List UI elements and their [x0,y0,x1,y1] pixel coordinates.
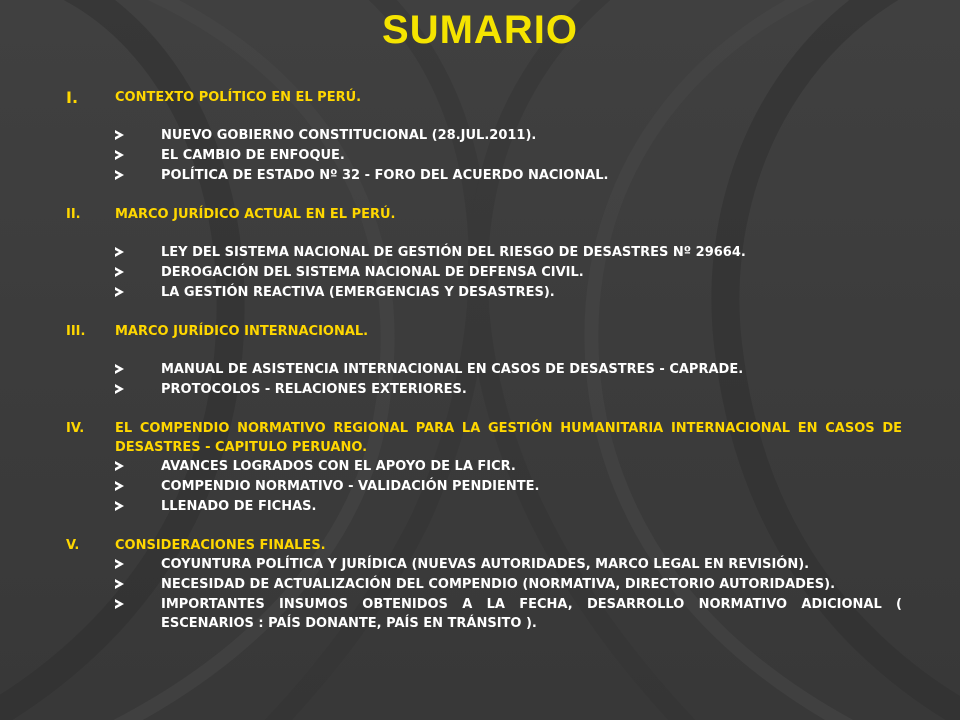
bullet-marker [66,283,161,303]
bullet-list [66,360,902,400]
summary-section [66,536,902,633]
bullet-marker [66,457,161,477]
section-heading-row [66,88,902,107]
list-item-text: COMPENDIO NORMATIVO - VALIDACIÓN PENDIENTE. [161,479,540,494]
section-heading: CONTEXTO POLÍTICO EN EL PERÚ. [115,90,362,105]
list-item-text: LEY DEL SISTEMA NACIONAL DE GESTIÓN DEL RIESGO DE DESASTRES Nº 29664. [161,245,746,260]
list-item-text: LA GESTIÓN REACTIVA (EMERGENCIAS Y DESASTRES). [161,285,555,300]
arrowhead-bullet-icon [115,579,124,589]
list-item [66,497,902,517]
list-item-text: PROTOCOLOS - RELACIONES EXTERIORES. [161,382,467,397]
arrowhead-bullet-icon [115,130,124,140]
bullet-marker [66,263,161,283]
summary-section [66,419,902,536]
bullet-marker [66,477,161,497]
list-item [66,575,902,595]
list-item [66,457,902,477]
list-item-text: MANUAL DE ASISTENCIA INTERNACIONAL EN CASOS DE DESASTRES - CAPRADE. [161,362,744,377]
summary-section [66,88,902,205]
list-item-text: POLÍTICA DE ESTADO Nº 32 - FORO DEL ACUERDO NACIONAL. [161,168,609,183]
section-number: I. [66,88,79,107]
bullet-marker [66,166,161,186]
list-item [66,146,902,166]
list-item-text: COYUNTURA POLÍTICA Y JURÍDICA (NUEVAS AUTORIDADES, MARCO LEGAL EN REVISIÓN). [161,557,810,572]
section-heading: CONSIDERACIONES FINALES. [115,538,326,553]
arrowhead-bullet-icon [115,150,124,160]
list-item-text: EL CAMBIO DE ENFOQUE. [161,148,345,163]
bullet-marker [66,380,161,400]
section-number: II. [66,207,81,222]
list-item [66,477,902,497]
bullet-marker [66,360,161,380]
arrowhead-bullet-icon [115,364,124,374]
bullet-list [66,243,902,303]
list-item [66,380,902,400]
list-item-text: LLENADO DE FICHAS. [161,499,317,514]
arrowhead-bullet-icon [115,267,124,277]
arrowhead-bullet-icon [115,247,124,257]
bullet-list [66,457,902,517]
list-item [66,595,902,633]
summary-section [66,205,902,322]
section-heading-row [66,419,902,457]
list-item [66,166,902,186]
arrowhead-bullet-icon [115,384,124,394]
section-number: III. [66,324,86,339]
bullet-list [66,126,902,186]
list-item-text: NECESIDAD DE ACTUALIZACIÓN DEL COMPENDIO (NORMATIVA, DIRECTORIO AUTORIDADES). [161,577,836,592]
list-item [66,555,902,575]
bullet-marker [66,126,161,146]
bullet-list [66,555,902,633]
bullet-marker [66,555,161,575]
bullet-marker [66,575,161,595]
slide-title: SUMARIO [382,8,578,52]
list-item-text: DEROGACIÓN DEL SISTEMA NACIONAL DE DEFENSA CIVIL. [161,265,584,280]
arrowhead-bullet-icon [115,461,124,471]
list-item [66,263,902,283]
bullet-marker [66,595,161,633]
section-number: V. [66,538,80,553]
arrowhead-bullet-icon [115,170,124,180]
section-heading-row [66,536,902,555]
list-item [66,360,902,380]
list-item [66,243,902,263]
arrowhead-bullet-icon [115,599,124,609]
summary-section [66,322,902,419]
section-heading-row [66,205,902,224]
list-item-text: AVANCES LOGRADOS CON EL APOYO DE LA FICR. [161,459,516,474]
section-heading: MARCO JURÍDICO INTERNACIONAL. [115,324,369,339]
list-item-text: NUEVO GOBIERNO CONSTITUCIONAL (28.JUL.2011). [161,128,537,143]
section-heading: EL COMPENDIO NORMATIVO REGIONAL PARA LA GESTIÓN HUMANITARIA INTERNACIONAL EN CASOS DE DESASTRES - CAPITULO PERUANO. [115,421,902,455]
bullet-marker [66,146,161,166]
section-heading-row [66,322,902,341]
arrowhead-bullet-icon [115,501,124,511]
list-item [66,126,902,146]
arrowhead-bullet-icon [115,481,124,491]
section-number: IV. [66,421,85,436]
summary-content [66,88,902,633]
list-item-text: IMPORTANTES INSUMOS OBTENIDOS A LA FECHA, DESARROLLO NORMATIVO ADICIONAL ( ESCENARIOS : PAÍS DONANTE, PAÍS EN TRÁNSITO ). [161,597,902,631]
list-item [66,283,902,303]
arrowhead-bullet-icon [115,287,124,297]
section-heading: MARCO JURÍDICO ACTUAL EN EL PERÚ. [115,207,396,222]
bullet-marker [66,497,161,517]
bullet-marker [66,243,161,263]
arrowhead-bullet-icon [115,559,124,569]
